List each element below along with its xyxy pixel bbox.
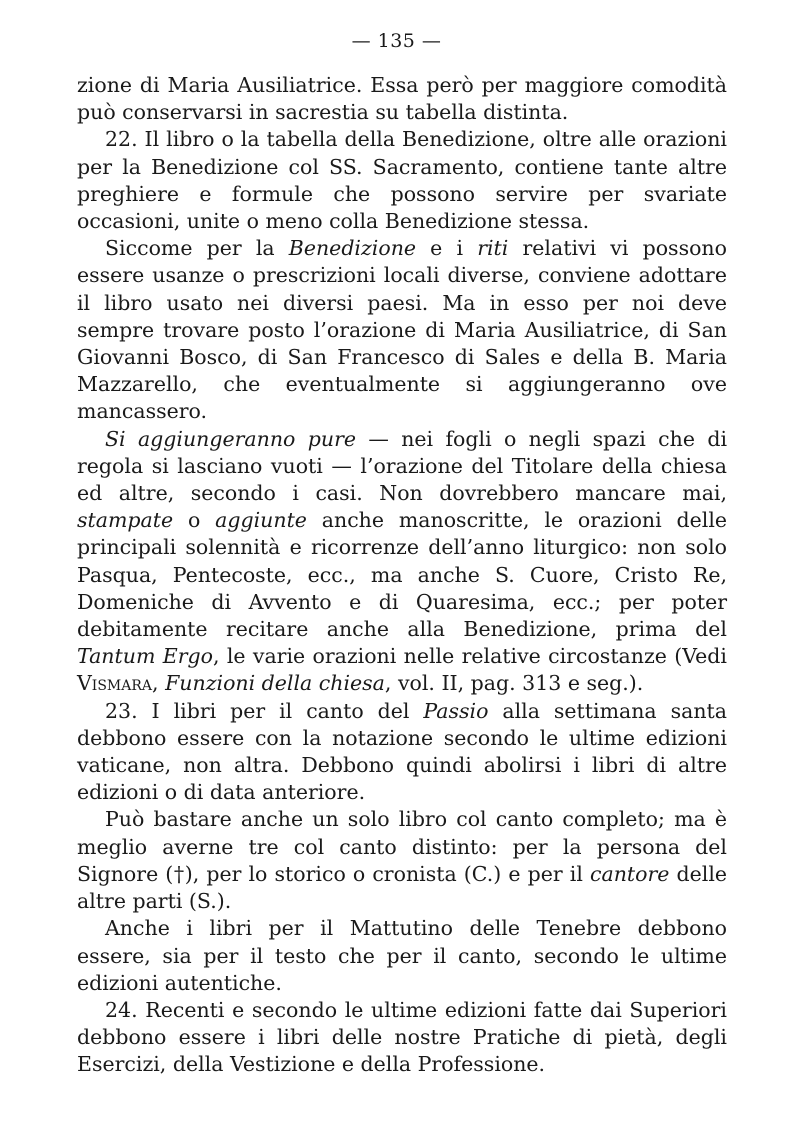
text-run: — nei fogli o negli spazi che di regola si lasciano vuoti — l’orazione del Titolare della chiesa ed altre, secondo i casi. Non dovrebbero mancare mai,: [77, 426, 727, 506]
text-run: 23. I libri per il canto del: [105, 698, 424, 723]
text-run: zione di Maria Ausiliatrice. Essa però per maggiore comodità può conservarsi in sacrestia su tabella distinta.: [77, 73, 727, 125]
text-run: , le varie orazioni nelle relative circostanze (Vedi: [212, 644, 727, 669]
text-run: anche manoscritte, le orazioni delle principali solennità e ricorrenze dell’anno liturgico: non solo Pasqua, Pentecoste, ecc., ma anche S. Cuore, Cristo Re, Domeniche di Avvento e di Quaresima, ecc.; per poter debitamente recitare anche alla Benedizione, prima del: [77, 508, 728, 642]
italic-text: stampate: [77, 508, 174, 533]
text-run: delle altre parti (S.).: [77, 861, 728, 914]
text-run: relativi vi possono essere usanze o prescrizioni locali diverse, conviene adottare il libro usato nei diversi paesi. Ma in esso per noi deve sempre trovare posto l’orazione di Maria Ausiliatrice, di San Giovanni Bosco, di San Francesco di Sales e della B. Maria Mazzarello, che eventualmente si aggiungeranno ove mancassero.: [77, 236, 727, 424]
text-run: Può bastare anche un solo libro col canto completo; ma è meglio averne tre col canto distinto: per la persona del Signore (†), per lo storico o cronista (C.) e per il: [77, 807, 727, 886]
italic-text: Funzioni della chiesa: [165, 671, 385, 696]
italic-text: Tantum Ergo: [77, 644, 213, 669]
paragraph-chant-books: [77, 806, 727, 915]
paragraph-local-customs: [77, 235, 727, 425]
italic-text: cantore: [589, 861, 670, 886]
italic-text: riti: [477, 236, 509, 261]
author-name: Vismara: [77, 671, 153, 696]
italic-text: aggiunte: [215, 508, 307, 533]
text-run: ,: [152, 671, 166, 696]
text-run: Anche i libri per il Mattutino delle Tenebre debbono essere, sia per il testo che per il canto, secondo le ultime edizioni autentiche.: [77, 916, 727, 995]
body-text: [77, 72, 727, 1079]
text-run: Siccome per la: [105, 236, 289, 261]
text-run: alla settimana santa debbono essere con la notazione secondo le ultime edizioni vaticane, non altra. Debbono quindi abolirsi i libri di altre edizioni o di data anteriore.: [77, 698, 728, 805]
paragraph-22-benediction-book: [77, 126, 727, 235]
paragraph-continuation: [77, 72, 727, 126]
text-run: e i: [416, 236, 478, 261]
italic-text: Benedizione: [288, 236, 417, 261]
paragraph-tenebrae-books: [77, 915, 727, 997]
text-run: , vol. II, pag. 313 e seg.).: [384, 671, 644, 696]
italic-text: Si aggiungeranno pure: [105, 426, 357, 451]
page-number: — 135 —: [351, 30, 442, 52]
text-run: 22. Il libro o la tabella della Benedizione, oltre alle orazioni per la Benedizione col SS. Sacramento, contiene tante altre preghiere e formule che possono servire per svariate occasioni, unite o meno colla Benedizione stessa.: [77, 127, 727, 234]
italic-text: Passio: [423, 698, 489, 723]
paragraph-23-passio-books: [77, 698, 727, 807]
text-run: 24. Recenti e secondo le ultime edizioni fatte dai Superiori debbono essere i libri delle nostre Pratiche di pietà, degli Esercizi, della Vestizione e della Professione.: [77, 997, 727, 1077]
text-run: o: [173, 508, 216, 533]
paragraph-24-practices-books: [77, 997, 727, 1079]
paragraph-additional-prayers: [77, 426, 727, 698]
